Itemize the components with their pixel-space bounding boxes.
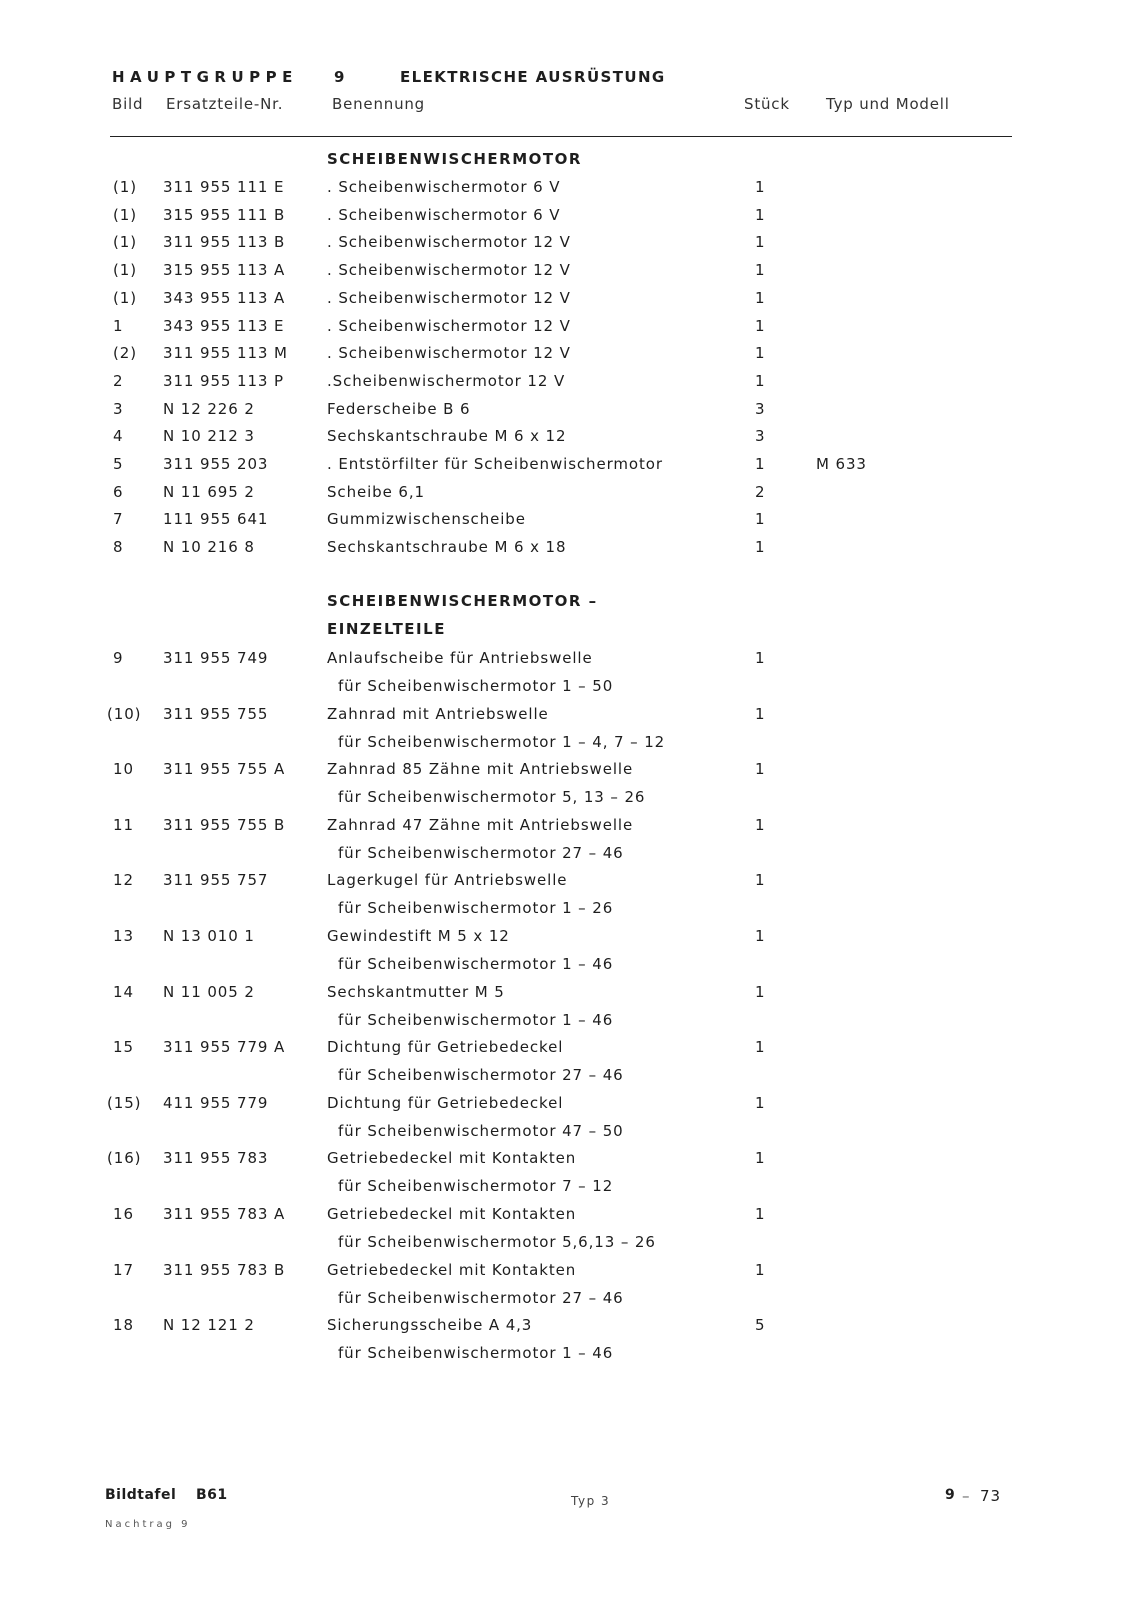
row-part-number: 311 955 749 [163, 649, 269, 667]
row-quantity: 1 [755, 871, 766, 889]
row-model: M 633 [816, 455, 867, 473]
row-quantity: 3 [755, 400, 766, 418]
row-part-number: 311 955 113 M [163, 344, 288, 362]
row-description: . Entstörfilter für Scheibenwischermotor [327, 455, 663, 473]
row-figure-number: 11 [113, 816, 134, 834]
row-figure-number: (10) [107, 705, 142, 723]
row-figure-number: 18 [113, 1316, 134, 1334]
row-part-number: N 10 212 3 [163, 427, 255, 445]
row-description: Getriebedeckel mit Kontakten [327, 1149, 577, 1167]
main-group-number: 9 [334, 68, 345, 86]
row-description: Federscheibe B 6 [327, 400, 471, 418]
row-part-number: 311 955 757 [163, 871, 269, 889]
row-part-number: 311 955 111 E [163, 178, 285, 196]
row-description: Sechskantmutter M 5 [327, 983, 505, 1001]
row-figure-number: 7 [113, 510, 124, 528]
row-description: . Scheibenwischermotor 12 V [327, 233, 571, 251]
row-part-number: N 11 695 2 [163, 483, 255, 501]
row-applicability: für Scheibenwischermotor 27 – 46 [338, 844, 624, 862]
row-quantity: 1 [755, 649, 766, 667]
row-description: . Scheibenwischermotor 12 V [327, 317, 571, 335]
row-quantity: 1 [755, 1094, 766, 1112]
page-group: 9 [945, 1487, 956, 1503]
row-figure-number: 15 [113, 1038, 134, 1056]
row-quantity: 1 [755, 1149, 766, 1167]
row-figure-number: 1 [113, 317, 124, 335]
row-part-number: 311 955 203 [163, 455, 269, 473]
row-quantity: 2 [755, 483, 766, 501]
row-figure-number: 16 [113, 1205, 134, 1223]
main-group-title: ELEKTRISCHE AUSRÜSTUNG [400, 68, 666, 86]
row-figure-number: 2 [113, 372, 124, 390]
row-description: Gewindestift M 5 x 12 [327, 927, 510, 945]
row-figure-number: 10 [113, 760, 134, 778]
supplement-note: Nachtrag 9 [105, 1519, 191, 1530]
row-figure-number: (15) [107, 1094, 142, 1112]
column-header-model: Typ und Modell [826, 95, 950, 113]
row-figure-number: 6 [113, 483, 124, 501]
row-quantity: 1 [755, 1261, 766, 1279]
row-part-number: 111 955 641 [163, 510, 269, 528]
row-description: Sechskantschraube M 6 x 18 [327, 538, 567, 556]
column-header-bild: Bild [112, 95, 144, 113]
row-part-number: 311 955 113 P [163, 372, 284, 390]
row-part-number: 311 955 755 B [163, 816, 286, 834]
column-header-name: Benennung [332, 95, 426, 113]
row-quantity: 1 [755, 983, 766, 1001]
row-description: Anlaufscheibe für Antriebswelle [327, 649, 593, 667]
row-figure-number: 17 [113, 1261, 134, 1279]
section-title: SCHEIBENWISCHERMOTOR – [327, 592, 598, 610]
row-figure-number: (16) [107, 1149, 142, 1167]
row-description: Lagerkugel für Antriebswelle [327, 871, 568, 889]
row-quantity: 1 [755, 816, 766, 834]
row-quantity: 5 [755, 1316, 766, 1334]
row-description: Dichtung für Getriebedeckel [327, 1038, 564, 1056]
row-part-number: 311 955 783 A [163, 1205, 286, 1223]
header-rule [110, 136, 1012, 137]
row-quantity: 1 [755, 510, 766, 528]
row-applicability: für Scheibenwischermotor 1 – 26 [338, 899, 614, 917]
row-figure-number: (1) [113, 289, 137, 307]
row-description: Getriebedeckel mit Kontakten [327, 1261, 577, 1279]
row-part-number: 311 955 783 B [163, 1261, 286, 1279]
row-quantity: 1 [755, 760, 766, 778]
section-title: EINZELTEILE [327, 620, 446, 638]
row-quantity: 1 [755, 344, 766, 362]
row-figure-number: 5 [113, 455, 124, 473]
plate-label: Bildtafel [105, 1487, 177, 1503]
row-quantity: 1 [755, 455, 766, 473]
row-quantity: 1 [755, 1038, 766, 1056]
row-description: Sicherungsscheibe A 4,3 [327, 1316, 533, 1334]
row-description: Sechskantschraube M 6 x 12 [327, 427, 567, 445]
row-part-number: 311 955 113 B [163, 233, 286, 251]
row-description: Gummizwischenscheibe [327, 510, 526, 528]
row-part-number: 343 955 113 A [163, 289, 286, 307]
row-description: Getriebedeckel mit Kontakten [327, 1205, 577, 1223]
row-figure-number: (1) [113, 206, 137, 224]
row-quantity: 1 [755, 538, 766, 556]
row-quantity: 1 [755, 1205, 766, 1223]
row-figure-number: 8 [113, 538, 124, 556]
row-applicability: für Scheibenwischermotor 7 – 12 [338, 1177, 614, 1195]
row-figure-number: 14 [113, 983, 134, 1001]
row-part-number: 315 955 113 A [163, 261, 286, 279]
row-applicability: für Scheibenwischermotor 1 – 50 [338, 677, 614, 695]
row-applicability: für Scheibenwischermotor 1 – 4, 7 – 12 [338, 733, 666, 751]
column-header-quantity: Stück [744, 95, 790, 113]
row-figure-number: (2) [113, 344, 137, 362]
row-part-number: 311 955 755 A [163, 760, 286, 778]
section-title: SCHEIBENWISCHERMOTOR [327, 150, 582, 168]
plate-number: B61 [196, 1487, 228, 1503]
row-part-number: 311 955 783 [163, 1149, 269, 1167]
row-quantity: 3 [755, 427, 766, 445]
row-quantity: 1 [755, 289, 766, 307]
row-quantity: 1 [755, 178, 766, 196]
row-figure-number: 3 [113, 400, 124, 418]
row-quantity: 1 [755, 206, 766, 224]
row-applicability: für Scheibenwischermotor 1 – 46 [338, 1344, 614, 1362]
row-description: . Scheibenwischermotor 12 V [327, 289, 571, 307]
main-group-label: HAUPTGRUPPE [112, 68, 298, 86]
row-description: . Scheibenwischermotor 12 V [327, 344, 571, 362]
page-number: 73 [980, 1487, 1001, 1505]
row-applicability: für Scheibenwischermotor 5,6,13 – 26 [338, 1233, 656, 1251]
row-description: . Scheibenwischermotor 12 V [327, 261, 571, 279]
row-applicability: für Scheibenwischermotor 1 – 46 [338, 1011, 614, 1029]
row-part-number: 311 955 779 A [163, 1038, 286, 1056]
row-part-number: 315 955 111 B [163, 206, 286, 224]
row-quantity: 1 [755, 372, 766, 390]
row-description: .Scheibenwischermotor 12 V [327, 372, 566, 390]
row-figure-number: (1) [113, 261, 137, 279]
row-applicability: für Scheibenwischermotor 5, 13 – 26 [338, 788, 646, 806]
row-quantity: 1 [755, 317, 766, 335]
row-description: Dichtung für Getriebedeckel [327, 1094, 564, 1112]
row-part-number: 411 955 779 [163, 1094, 269, 1112]
row-figure-number: 4 [113, 427, 124, 445]
row-part-number: N 11 005 2 [163, 983, 255, 1001]
row-figure-number: 9 [113, 649, 124, 667]
row-part-number: N 12 226 2 [163, 400, 255, 418]
row-part-number: N 10 216 8 [163, 538, 255, 556]
row-figure-number: (1) [113, 178, 137, 196]
row-description: Zahnrad mit Antriebswelle [327, 705, 549, 723]
row-part-number: N 12 121 2 [163, 1316, 255, 1334]
row-quantity: 1 [755, 927, 766, 945]
type-label: Typ 3 [571, 1494, 611, 1508]
row-quantity: 1 [755, 261, 766, 279]
row-quantity: 1 [755, 233, 766, 251]
row-description: Scheibe 6,1 [327, 483, 425, 501]
column-header-part-number: Ersatzteile-Nr. [166, 95, 284, 113]
row-quantity: 1 [755, 705, 766, 723]
row-applicability: für Scheibenwischermotor 27 – 46 [338, 1066, 624, 1084]
row-applicability: für Scheibenwischermotor 27 – 46 [338, 1289, 624, 1307]
row-description: . Scheibenwischermotor 6 V [327, 206, 561, 224]
row-part-number: 343 955 113 E [163, 317, 285, 335]
row-figure-number: 12 [113, 871, 134, 889]
row-part-number: N 13 010 1 [163, 927, 255, 945]
row-description: . Scheibenwischermotor 6 V [327, 178, 561, 196]
row-figure-number: (1) [113, 233, 137, 251]
row-applicability: für Scheibenwischermotor 47 – 50 [338, 1122, 624, 1140]
row-description: Zahnrad 47 Zähne mit Antriebswelle [327, 816, 634, 834]
row-part-number: 311 955 755 [163, 705, 269, 723]
row-applicability: für Scheibenwischermotor 1 – 46 [338, 955, 614, 973]
row-description: Zahnrad 85 Zähne mit Antriebswelle [327, 760, 634, 778]
row-figure-number: 13 [113, 927, 134, 945]
page-separator: – [962, 1487, 971, 1505]
